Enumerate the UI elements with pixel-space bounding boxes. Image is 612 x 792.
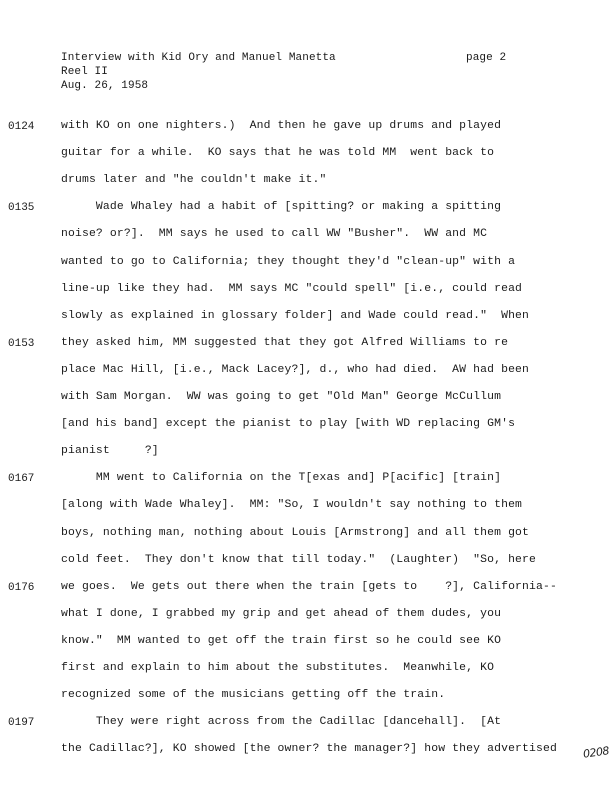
header-title: Interview with Kid Ory and Manuel Manetta xyxy=(61,52,336,64)
transcript-line: know." MM wanted to get off the train first so he could see KO xyxy=(61,634,502,647)
transcript-line: noise? or?]. MM says he used to call WW "Busher". WW and MC xyxy=(61,228,488,241)
transcript-line: drums later and "he couldn't make it." xyxy=(61,174,327,187)
transcript-line: cold feet. They don't know that till today." (Laughter) "So, here xyxy=(61,553,537,566)
transcript-line: slowly as explained in glossary folder] and Wade could read." When xyxy=(61,309,530,322)
counter-number: 0153 xyxy=(8,337,35,350)
counter-number: 0124 xyxy=(8,121,35,133)
transcript-line: pianist ?] xyxy=(61,445,159,458)
page-number: page 2 xyxy=(466,52,507,64)
transcript-line: with Sam Morgan. WW was going to get "Old Man" George McCullum xyxy=(61,391,502,403)
counter-number: 0176 xyxy=(8,581,35,594)
transcript-line: what I done, I grabbed my grip and get ahead of them dudes, you xyxy=(61,607,502,620)
transcript-line: guitar for a while. KO says that he was told MM went back to xyxy=(61,147,495,160)
transcript-line: MM went to California on the T[exas and] P[acific] [train] xyxy=(61,472,502,485)
transcript-line: place Mac Hill, [i.e., Mack Lacey?], d., who had died. AW had been xyxy=(61,363,530,376)
counter-number: 0135 xyxy=(8,202,35,215)
counter-number: 0167 xyxy=(8,473,35,486)
transcript-line: They were right across from the Cadillac [dancehall]. [At xyxy=(61,716,502,729)
transcript-line: [and his band] except the pianist to play [with WD replacing GM's xyxy=(61,418,516,431)
transcript-line: with KO on one nighters.) And then he gave up drums and played xyxy=(61,120,502,132)
transcript-line: wanted to go to California; they thought they'd "clean-up" with a xyxy=(61,255,516,268)
transcript-line: line-up like they had. MM says MC "could spell" [i.e., could read xyxy=(61,282,523,295)
transcript-line: Wade Whaley had a habit of [spitting? or making a spitting xyxy=(61,201,502,214)
header-date: Aug. 26, 1958 xyxy=(61,80,149,92)
transcript-line: first and explain to him about the substitutes. Meanwhile, KO xyxy=(61,662,495,674)
transcript-line: boys, nothing man, nothing about Louis [Armstrong] and all them got xyxy=(61,526,530,539)
transcript-line: the Cadillac?], KO showed [the owner? the manager?] how they advertised xyxy=(61,743,557,756)
transcript-line: recognized some of the musicians getting off the train. xyxy=(61,689,446,702)
header-reel: Reel II xyxy=(61,66,108,78)
transcript-line: [along with Wade Whaley]. MM: "So, I wouldn't say nothing to them xyxy=(61,499,523,512)
handwritten-counter: 0208 xyxy=(582,744,610,761)
counter-number: 0197 xyxy=(8,717,35,730)
transcript-line: they asked him, MM suggested that they got Alfred Williams to re xyxy=(61,336,509,349)
transcript-line: we goes. We gets out there when the train [gets to ?], California-- xyxy=(61,580,557,593)
